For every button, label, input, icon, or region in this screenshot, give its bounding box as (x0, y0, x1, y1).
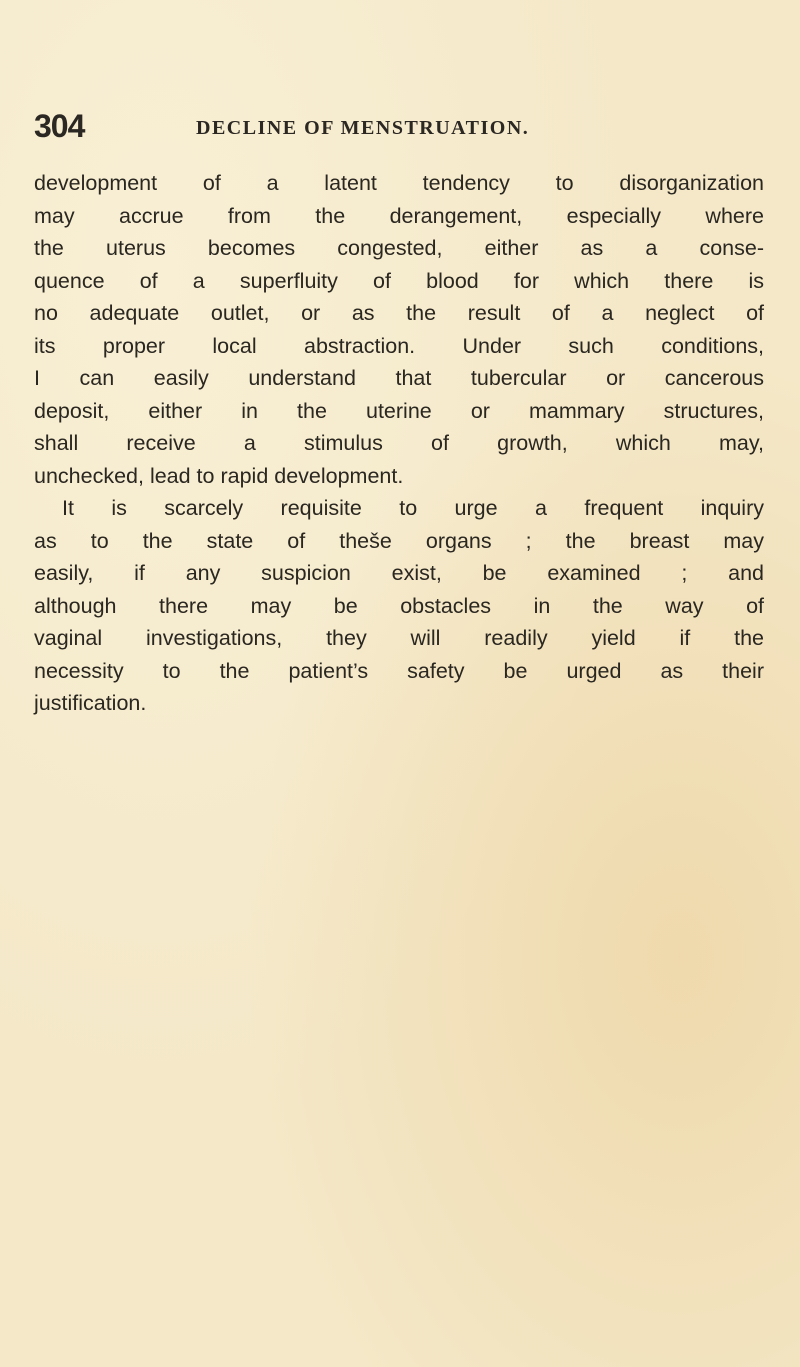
running-head (34, 108, 734, 148)
text-line: development of a latent tendency to disorganization (34, 171, 764, 195)
text-line: justification. (34, 691, 147, 715)
text-line: It is scarcely requisite to urge a frequent inquiry (62, 496, 764, 520)
running-title: DECLINE OF MENSTRUATION. (196, 117, 530, 139)
text-line: as to the state of theše organs ; the breast may (34, 528, 764, 553)
text-line: unchecked, lead to rapid development. (34, 463, 404, 488)
paragraph-2 (34, 492, 764, 720)
text-line: quence of a superfluity of blood for which there is (34, 268, 764, 293)
body-text (34, 167, 764, 720)
text-line: necessity to the patient’s safety be urged as their (34, 658, 764, 683)
text-line: no adequate outlet, or as the result of a neglect of (34, 301, 764, 325)
text-line: easily, if any suspicion exist, be examined ; and (34, 561, 764, 585)
text-line: vaginal investigations, they will readily yield if the (34, 626, 764, 650)
text-line: although there may be obstacles in the way of (34, 593, 764, 618)
text-line: I can easily understand that tubercular or cancerous (34, 366, 764, 390)
text-line: shall receive a stimulus of growth, which may, (34, 431, 764, 455)
paragraph-1 (34, 167, 764, 492)
text-line: the uterus becomes congested, either as a conse- (34, 236, 764, 260)
page-number: 304 (34, 108, 85, 144)
text-line: may accrue from the derangement, especially where (34, 203, 764, 228)
text-line: deposit, either in the uterine or mammary structures, (34, 398, 764, 423)
text-line: its proper local abstraction. Under such conditions, (34, 333, 764, 358)
